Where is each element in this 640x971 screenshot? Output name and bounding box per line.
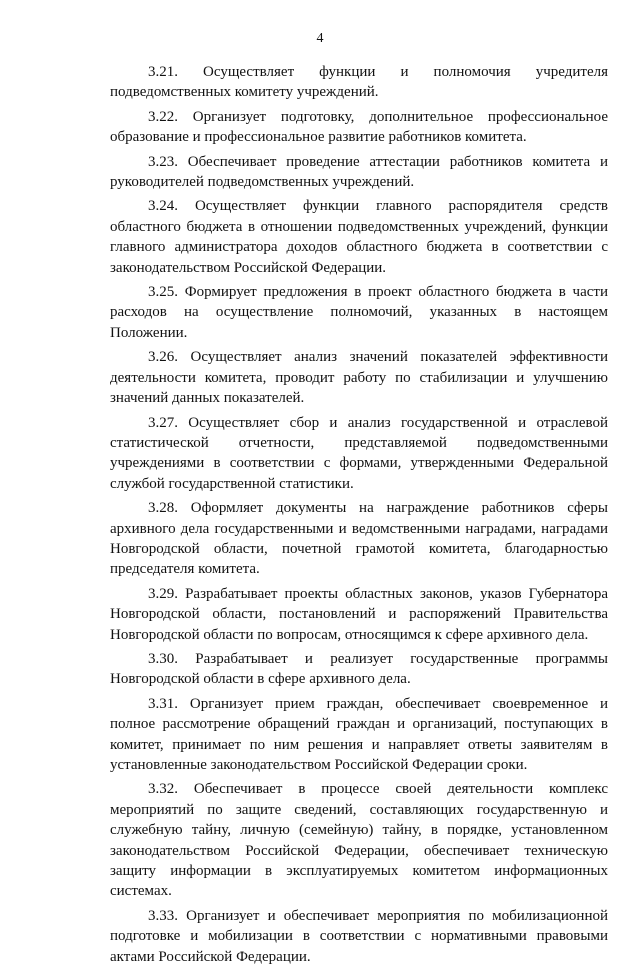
document-body — [110, 62, 608, 971]
paragraph-3-27: 3.27. Осуществляет сбор и анализ государственной и отраслевой статистической отчетности, представляемой подведомственными учреждениями в соответствии с формами, утвержденными Федеральной службой государственной статистики. — [110, 414, 608, 492]
paragraph-3-28: 3.28. Оформляет документы на награждение работников сферы архивного дела государственными и ведомственными наградами, наградами Новгородской области, почетной грамотой комитета, благодарностью председателя комитета. — [110, 500, 608, 578]
paragraph-3-25: 3.25. Формирует предложения в проект областного бюджета в части расходов на осуществление полномочий, указанных в настоящем Положении. — [110, 284, 608, 341]
paragraph-3-33: 3.33. Организует и обеспечивает мероприятия по мобилизационной подготовке и мобилизации в соответствии с нормативными правовыми актами Российской Федерации. — [110, 907, 608, 965]
paragraph-3-22: 3.22. Организует подготовку, дополнительное профессиональное образование и профессиональное развитие работников комитета. — [110, 108, 608, 146]
paragraph-3-21: 3.21. Осуществляет функции и полномочия учредителя подведомственных комитету учреждений. — [110, 64, 608, 101]
paragraph-3-31: 3.31. Организует прием граждан, обеспечивает своевременное и полное рассмотрение обращений граждан и организаций, поступающих в комитет, принимает по ним решения и направляет ответы заявителям в установленные законодательством Российской Федерации сроки. — [110, 695, 608, 773]
paragraph-3-30: 3.30. Разрабатывает и реализует государственные программы Новгородской области в сфере архивного дела. — [110, 650, 608, 688]
page-number: 4 — [316, 31, 324, 46]
paragraph-3-24: 3.24. Осуществляет функции главного распорядителя средств областного бюджета в отношении подведомственных учреждений, функции главного администратора доходов областного бюджета в соответствии с законодательством Российской Федерации. — [110, 198, 608, 276]
paragraph-3-26: 3.26. Осуществляет анализ значений показателей эффективности деятельности комитета, проводит работу по стабилизации и улучшению значений данных показателей. — [110, 349, 608, 407]
paragraph-3-32: 3.32. Обеспечивает в процессе своей деятельности комплекс мероприятий по защите сведений, составляющих государственную и служебную тайну, личную (семейную) тайну, в порядке, установленном законодательством Российской Федерации, обеспечивает техническую защиту информации в эксплуатируемых комитетом информационных системах. — [110, 781, 608, 900]
paragraph-3-29: 3.29. Разрабатывает проекты областных законов, указов Губернатора Новгородской области, постановлений и распоряжений Правительства Новгородской области по вопросам, относящимся к сфере архивного дела. — [110, 585, 608, 643]
paragraph-3-23: 3.23. Обеспечивает проведение аттестации работников комитета и руководителей подведомственных учреждений. — [110, 153, 608, 191]
